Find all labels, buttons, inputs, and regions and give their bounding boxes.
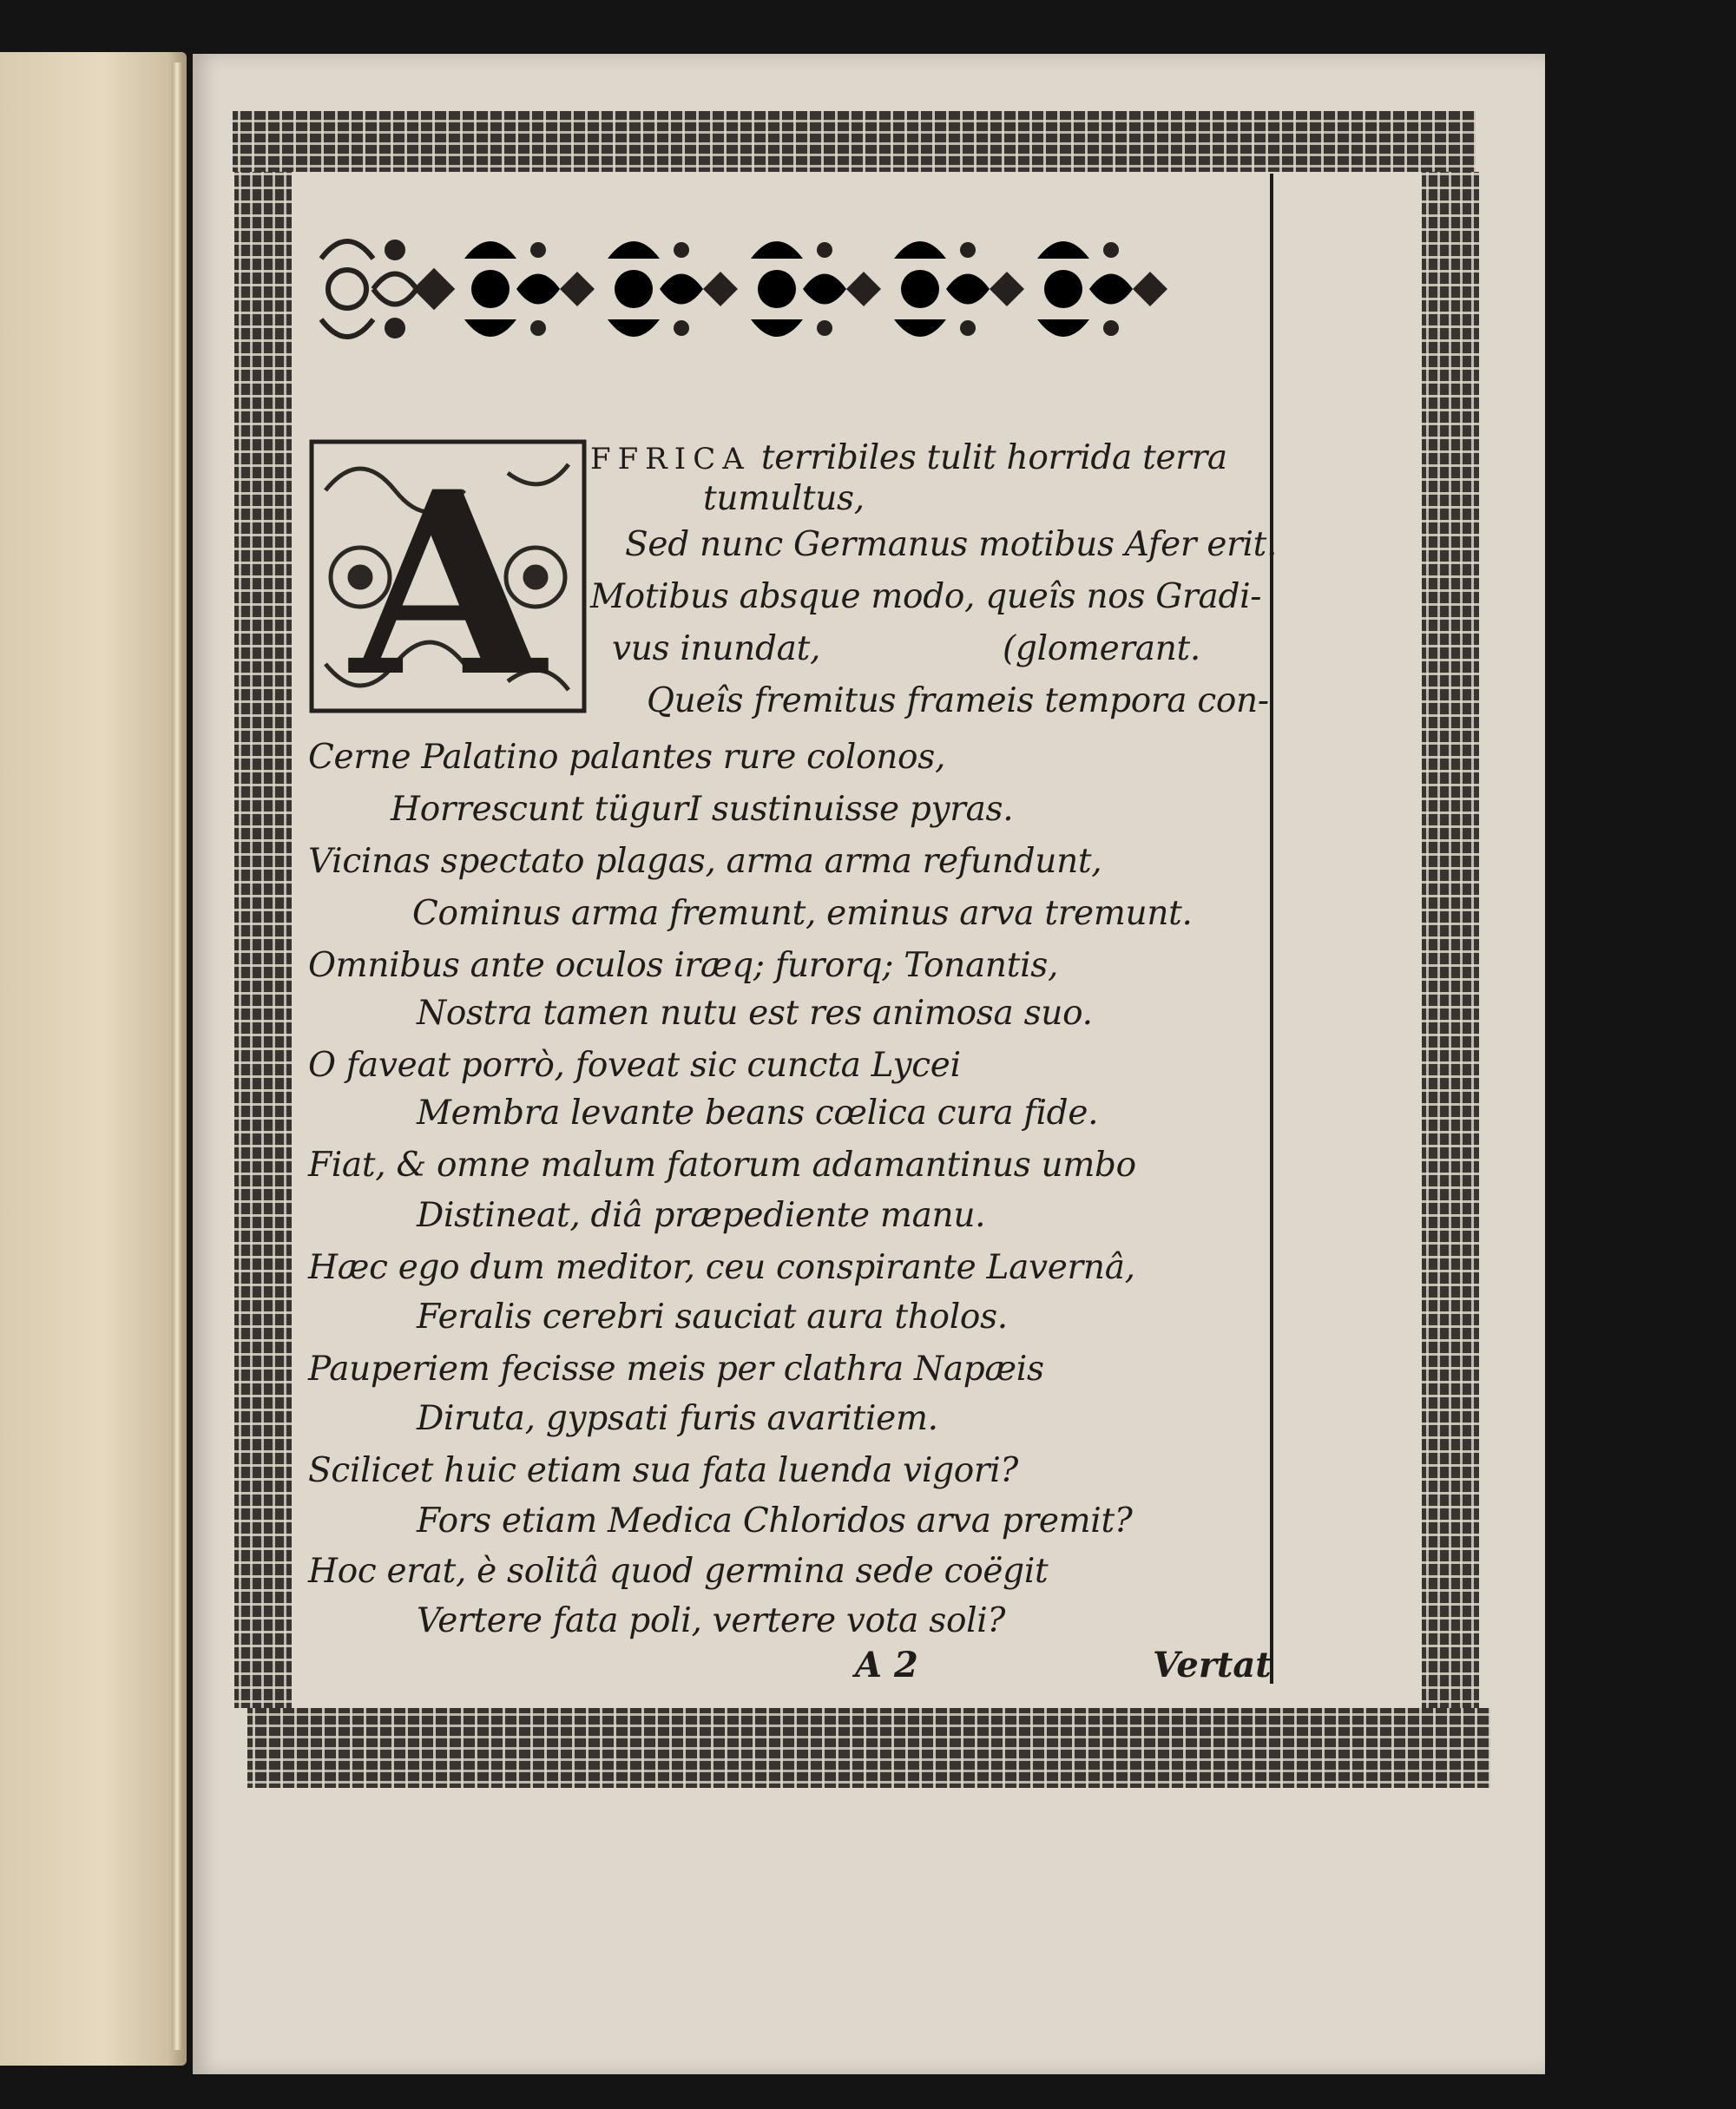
poem-line-23: Fors etiam Medica Chloridos arva premit? xyxy=(417,1501,1133,1541)
poem-line-20: Pauperiem fecisse meis per clathra Napæis xyxy=(308,1350,1044,1389)
poem-line-21: Diruta, gypsati furis avaritiem. xyxy=(417,1399,938,1438)
signature-mark: A 2 xyxy=(855,1645,918,1685)
page-edge xyxy=(172,62,182,2050)
poem-line-8: Cerne Palatino palantes rure colonos, xyxy=(308,738,946,777)
poem-line-22: Scilicet huic etiam sua fata luenda vigori? xyxy=(308,1451,1019,1490)
poem-line-5: vus inundat, xyxy=(612,629,821,668)
ornamental-border-bottom xyxy=(247,1708,1490,1788)
ornamental-border-left xyxy=(234,172,292,1708)
facing-page xyxy=(0,52,187,2066)
poem-line-12: Omnibus ante oculos iræq; furorq; Tonantis, xyxy=(308,946,1059,985)
catchword: Vertat xyxy=(1153,1645,1272,1685)
poem-line-24: Hoc erat, è solitâ quod germina sede coëgit xyxy=(308,1552,1049,1591)
poem-line-4: Motibus absque modo, queîs nos Gradi- xyxy=(590,577,1262,616)
initial-letter: A xyxy=(350,438,546,714)
decorated-initial xyxy=(308,438,588,714)
poem-line-13: Nostra tamen nutu est res animosa suo. xyxy=(417,994,1093,1033)
poem-line-3: Sed nunc Germanus motibus Afer erit. xyxy=(625,525,1278,564)
vertical-rule xyxy=(1270,174,1273,1684)
poem-line-16: Fiat, & omne malum fatorum adamantinus umbo xyxy=(308,1146,1136,1185)
poem-line-7: Queîs fremitus frameis tempora con- xyxy=(647,681,1269,720)
poem-line-10: Vicinas spectato plagas, arma arma refundunt, xyxy=(308,842,1102,881)
poem-line-15: Membra levante beans cœlica cura fide. xyxy=(417,1094,1099,1133)
opening-line xyxy=(590,438,1227,477)
ornamental-border-top xyxy=(233,111,1476,172)
headpiece-ornament xyxy=(312,215,1233,363)
poem-line-19: Feralis cerebri sauciat aura tholos. xyxy=(417,1298,1008,1337)
opening-caps: FFRICA xyxy=(590,442,751,476)
poem-line-1: terribiles tulit horrida terra xyxy=(760,438,1227,477)
poem-line-17: Distineat, diâ præpediente manu. xyxy=(417,1196,986,1235)
poem-line-6: (glomerant. xyxy=(1003,629,1200,668)
poem-line-11: Cominus arma fremunt, eminus arva tremunt. xyxy=(412,894,1193,933)
poem-line-2: tumultus, xyxy=(703,479,865,518)
poem-line-9: Horrescunt tügurI sustinuisse pyras. xyxy=(391,790,1014,829)
ornamental-border-right xyxy=(1422,172,1479,1708)
poem-line-18: Hæc ego dum meditor, ceu conspirante Lavernâ, xyxy=(308,1248,1135,1287)
poem-line-14: O faveat porrò, foveat sic cuncta Lycei xyxy=(308,1046,961,1085)
poem-line-25: Vertere fata poli, vertere vota soli? xyxy=(417,1601,1006,1640)
